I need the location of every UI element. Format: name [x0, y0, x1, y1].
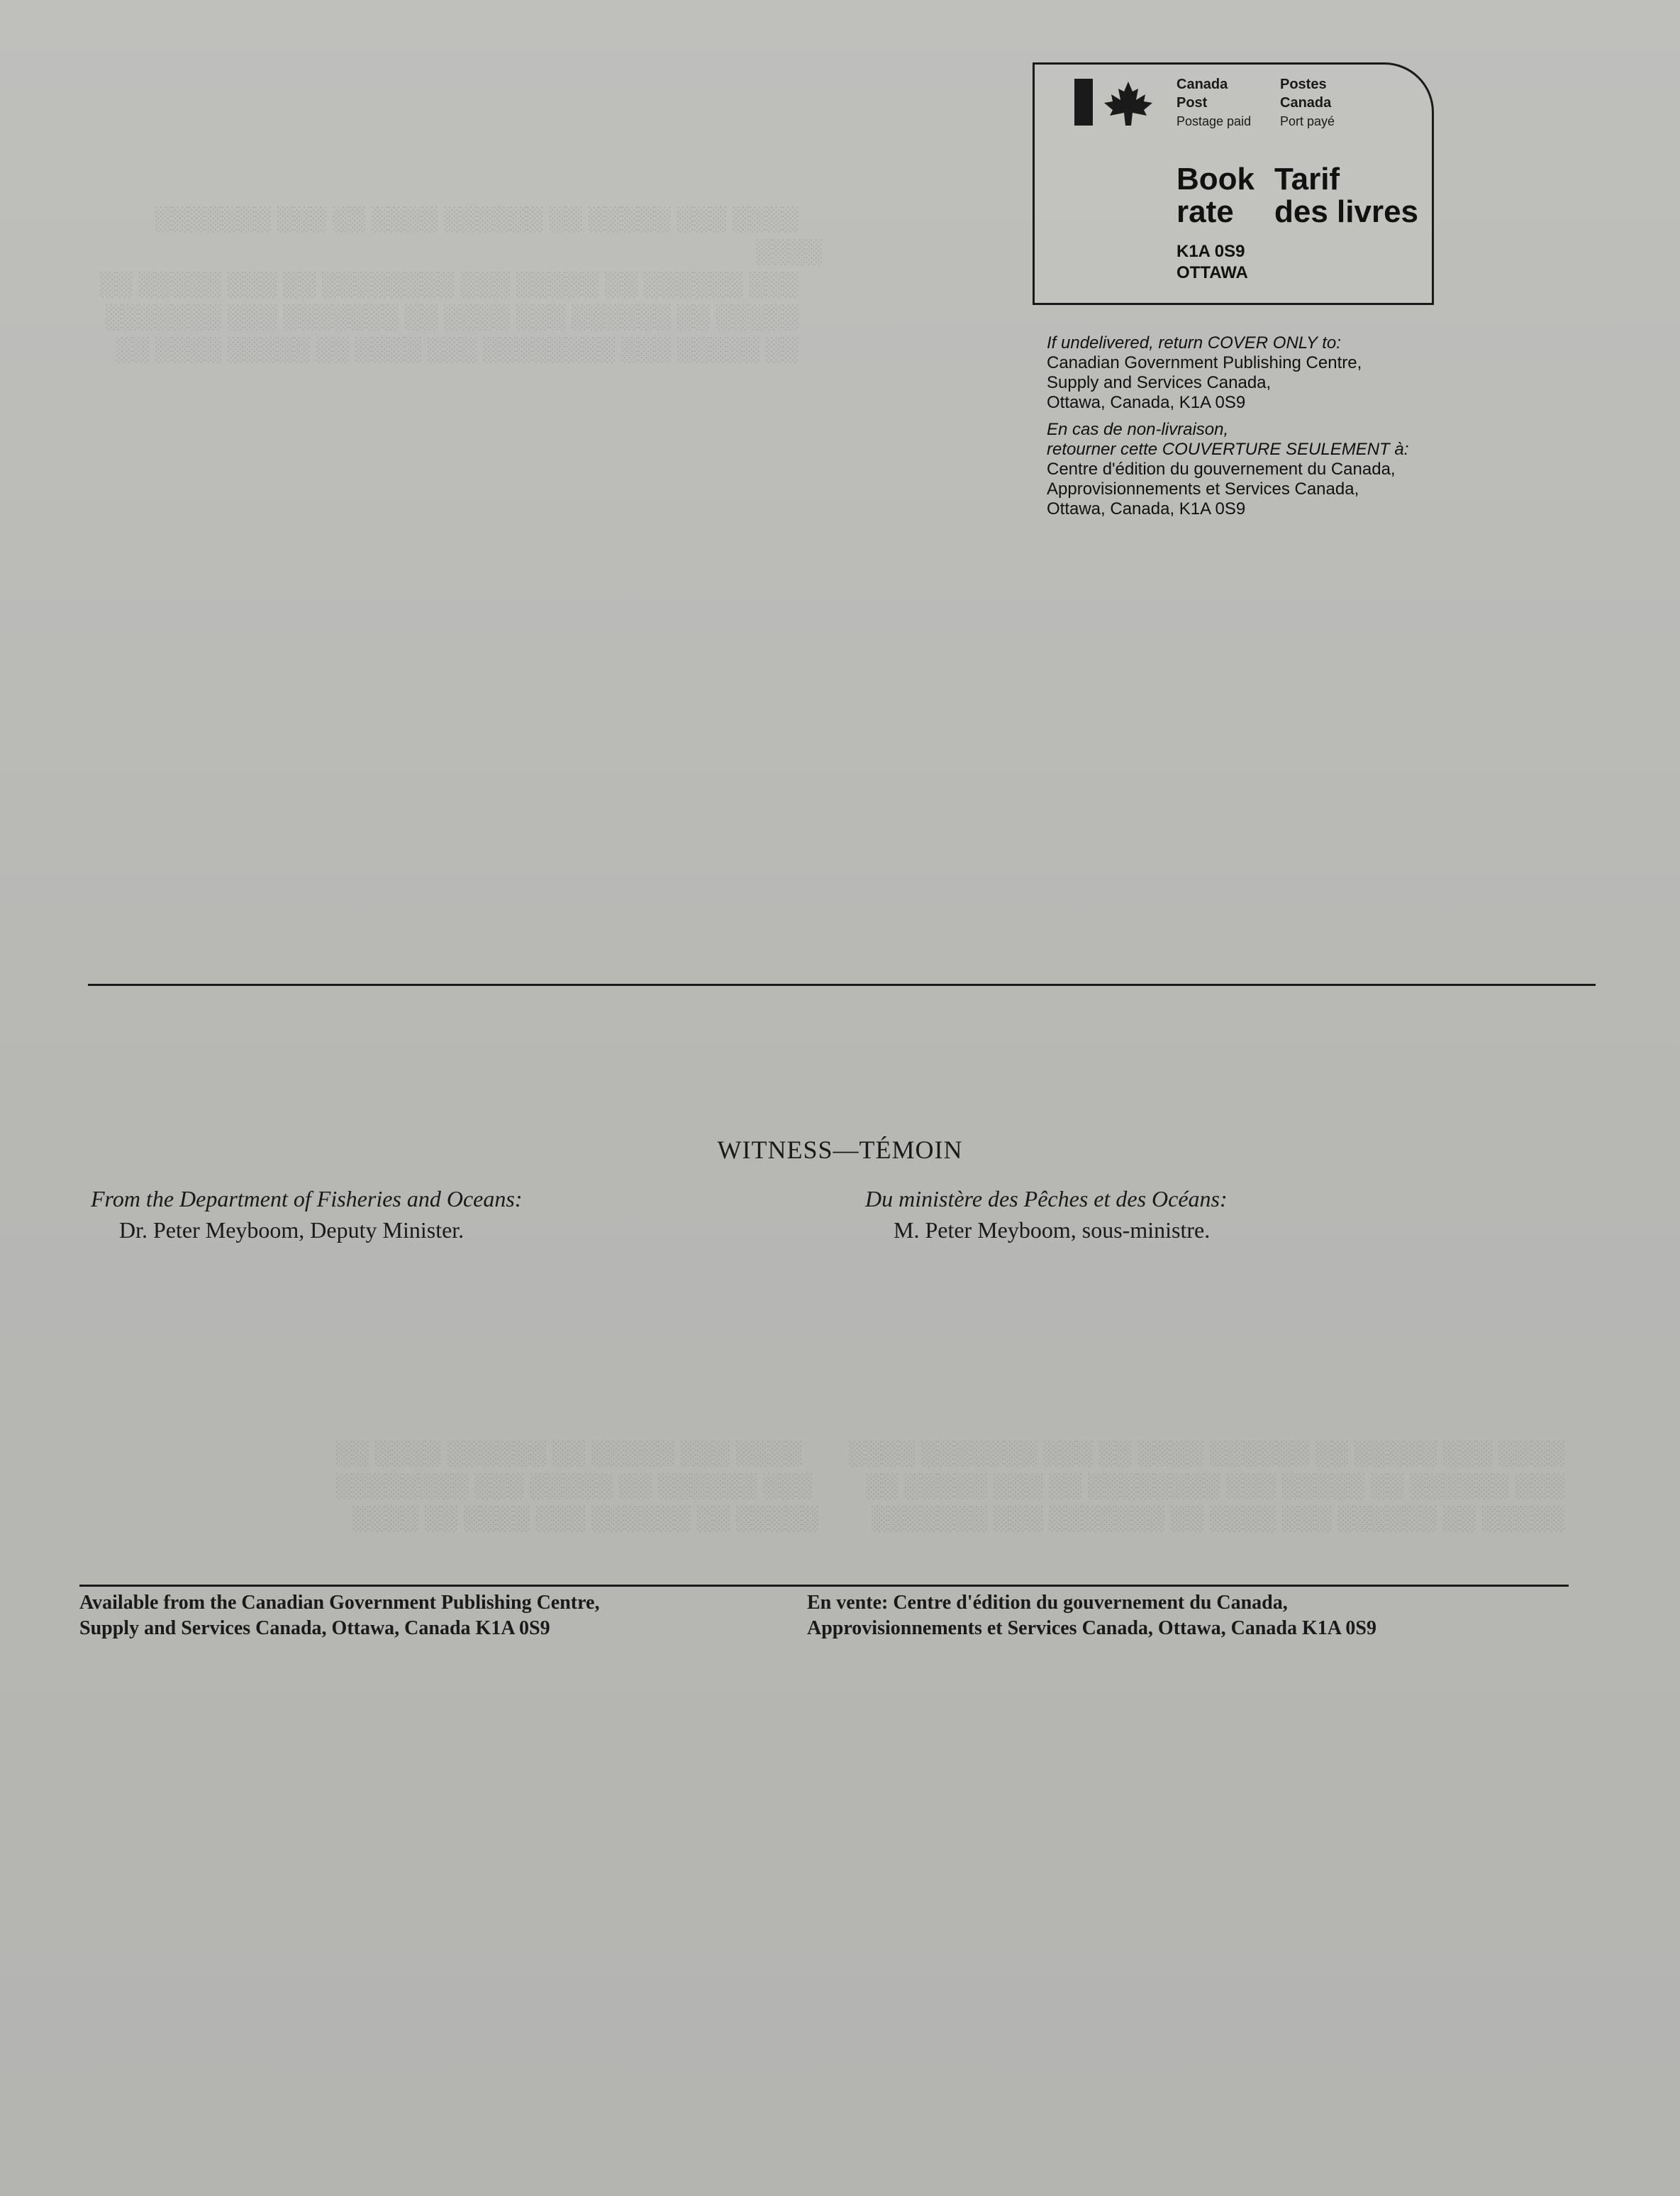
footer-en-line-1: Available from the Canadian Government Publishing Centre,: [79, 1592, 600, 1614]
postage-stamp-box: [1033, 62, 1434, 305]
return-line-en-3: Ottawa, Canada, K1A 0S9: [1047, 393, 1246, 412]
return-line-fr-3: Ottawa, Canada, K1A 0S9: [1047, 499, 1246, 518]
stamp-rate: rate: [1176, 194, 1234, 229]
footer-fr-line-2: Approvisionnements et Services Canada, Ottawa, Canada K1A 0S9: [807, 1617, 1376, 1639]
stamp-tarif: Tarif: [1274, 162, 1340, 196]
bleed-through-left: ░░░░ ░░░ ░░░░░ ░░ ░░░░░░ ░░░░ ░░ ░░░ ░░░░░░░ ░░░░ ░░░ ░░░░░░ ░░ ░░░░░ ░░░ ░░░░░░░░ ░░ ░░░ ░░░░░ ░░ ░░░░░ ░░ ░░░░░░ ░░░ ░░░░ ░░ ░░░░░░░ ░░░ ░░░░░░░ ░░ ░░░░░ ░░░ ░░░░░░░░ ░░░ ░░░░ ░░ ░░░░░ ░░░░ ░░: [99, 206, 823, 362]
return-line-fr-1: Centre d'édition du gouvernement du Canada,: [1047, 460, 1396, 479]
divider-top: [88, 984, 1596, 986]
maple-leaf-icon: [1103, 80, 1154, 127]
footer-fr-line-1: En vente: Centre d'édition du gouvernement du Canada,: [807, 1592, 1288, 1614]
stamp-postal-code: K1A 0S9: [1176, 242, 1245, 261]
witness-person-fr: M. Peter Meyboom, sous-ministre.: [894, 1217, 1211, 1243]
return-line-fr-2: Approvisionnements et Services Canada,: [1047, 479, 1359, 499]
witness-department-en: From the Department of Fisheries and Oceans:: [91, 1186, 523, 1211]
stamp-postage-paid: Postage paid: [1176, 114, 1252, 128]
witness-person-en: Dr. Peter Meyboom, Deputy Minister.: [119, 1217, 464, 1243]
divider-footer: [79, 1585, 1569, 1587]
witness-english: [91, 1183, 828, 1246]
return-line-en-1: Canadian Government Publishing Centre,: [1047, 353, 1362, 372]
footer-french: [807, 1590, 1601, 1641]
stamp-canada-fr: Canada: [1280, 95, 1332, 111]
witness-french: [865, 1183, 1603, 1246]
return-address: [1047, 333, 1557, 519]
flag-bar-icon: [1074, 79, 1093, 126]
footer-en-line-2: Supply and Services Canada, Ottawa, Canada K1A 0S9: [79, 1617, 550, 1639]
stamp-city: OTTAWA: [1176, 263, 1248, 282]
witness-title: WITNESS—TÉMOIN: [717, 1136, 963, 1164]
stamp-post: Post: [1176, 95, 1208, 111]
footer-english: [79, 1590, 831, 1641]
return-heading-fr-1: En cas de non-livraison,: [1047, 420, 1229, 439]
stamp-postes: Postes: [1280, 77, 1327, 92]
return-heading-fr-2: retourner cette COUVERTURE SEULEMENT à:: [1047, 440, 1409, 459]
stamp-book: Book: [1176, 162, 1255, 196]
return-heading-en: If undelivered, return COVER ONLY to:: [1047, 333, 1341, 353]
return-line-en-2: Supply and Services Canada,: [1047, 373, 1272, 392]
bleed-through-bottom: ░░░░ ░░░ ░░░░░ ░░ ░░░░░░ ░░░░ ░░ ░░░ ░░░░░░░ ░░░░ ░░░░ ░░░ ░░░░░ ░░ ░░░░░░ ░░░░ ░░ ░░░ ░░░░░░ ░░ ░░░░░ ░░░ ░░░░░░░░ ░░ ░░░ ░░░░░ ░░ ░░░ ░░░░░░ ░░ ░░░░░ ░░░ ░░░░░░░░ ░░░░░ ░░ ░░░░░░ ░░░ ░░░░ ░░ ░░░░░░░ ░░░ ░░░░░░░ ░░░░░ ░░ ░░░░░░ ░░░ ░░░░ ░░ ░░░░: [336, 1441, 1565, 1531]
witness-department-fr: Du ministère des Pêches et des Océans:: [865, 1186, 1228, 1211]
stamp-des-livres: des livres: [1274, 194, 1419, 229]
stamp-port-paye: Port payé: [1280, 114, 1335, 128]
stamp-canada: Canada: [1176, 77, 1228, 92]
